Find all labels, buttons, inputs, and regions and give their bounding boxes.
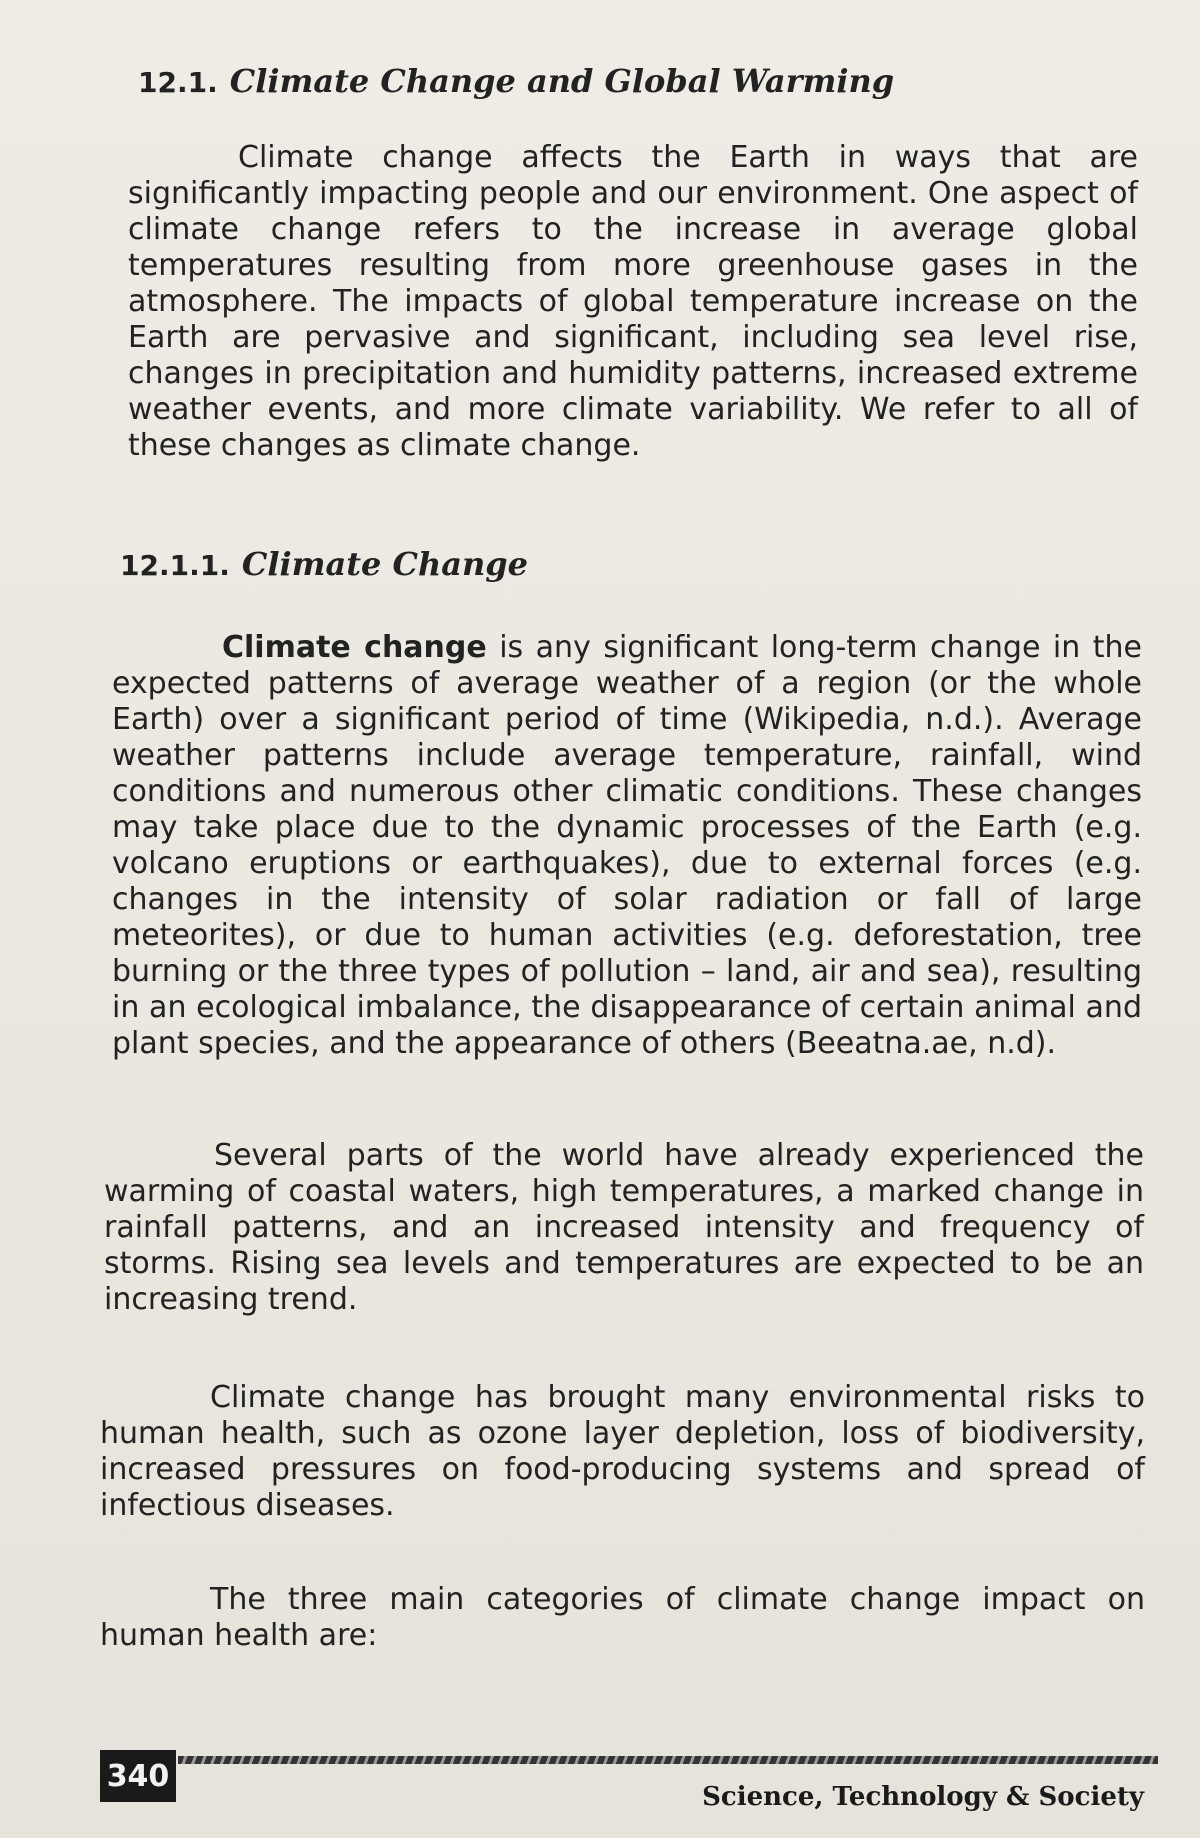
section-heading-12-1 xyxy=(138,62,894,100)
definition-paragraph xyxy=(112,630,1142,1062)
definition-text: is any significant long-term change in the expected patterns of average weather of a region (or the whole Earth) over a significant period of time (Wikipedia, n.d.). Average weather patterns include average temperature, rainfall, wind conditions and numerous other climatic conditions. These changes may take place due to the dynamic processes of the Earth (e.g. volcano eruptions or earthquakes), due to external forces (e.g. changes in the intensity of solar radiation or fall of large meteorites), or due to human activities (e.g. deforestation, tree burning or the three types of pollution – land, air and sea), resulting in an ecological imbalance, the disappearance of certain animal and plant species, and the appearance of others (Beeatna.ae, n.d). xyxy=(112,630,1142,1061)
categories-intro-paragraph: The three main categories of climate change impact on human health are: xyxy=(100,1582,1145,1653)
section-title: Climate Change and Global Warming xyxy=(229,62,895,100)
book-title: Science, Technology & Society xyxy=(702,1782,1144,1812)
page-number: 340 xyxy=(100,1750,176,1802)
subsection-number: 12.1.1. xyxy=(120,549,230,582)
defined-term: Climate change xyxy=(222,630,487,665)
footer-rule xyxy=(178,1756,1158,1764)
observations-paragraph: Several parts of the world have already experienced the warming of coastal waters, high temperatures, a marked change in rainfall patterns, and an increased intensity and frequency of storms. Rising sea levels and temperatures are expected to be an increasing trend. xyxy=(104,1138,1144,1317)
subsection-title: Climate Change xyxy=(241,545,528,583)
section-number: 12.1. xyxy=(138,66,218,99)
health-risks-paragraph: Climate change has brought many environmental risks to human health, such as ozone layer depletion, loss of biodiversity, increased pressures on food-producing systems and spread of infectious diseases. xyxy=(100,1380,1145,1523)
subsection-heading-12-1-1 xyxy=(120,545,528,583)
intro-paragraph: Climate change affects the Earth in ways that are significantly impacting people and our environment. One aspect of climate change refers to the increase in average global temperatures resulting from more greenhouse gases in the atmosphere. The impacts of global temperature increase on the Earth are pervasive and significant, including sea level rise, changes in precipitation and humidity patterns, increased extreme weather events, and more climate variability. We refer to all of these changes as climate change. xyxy=(128,140,1138,463)
